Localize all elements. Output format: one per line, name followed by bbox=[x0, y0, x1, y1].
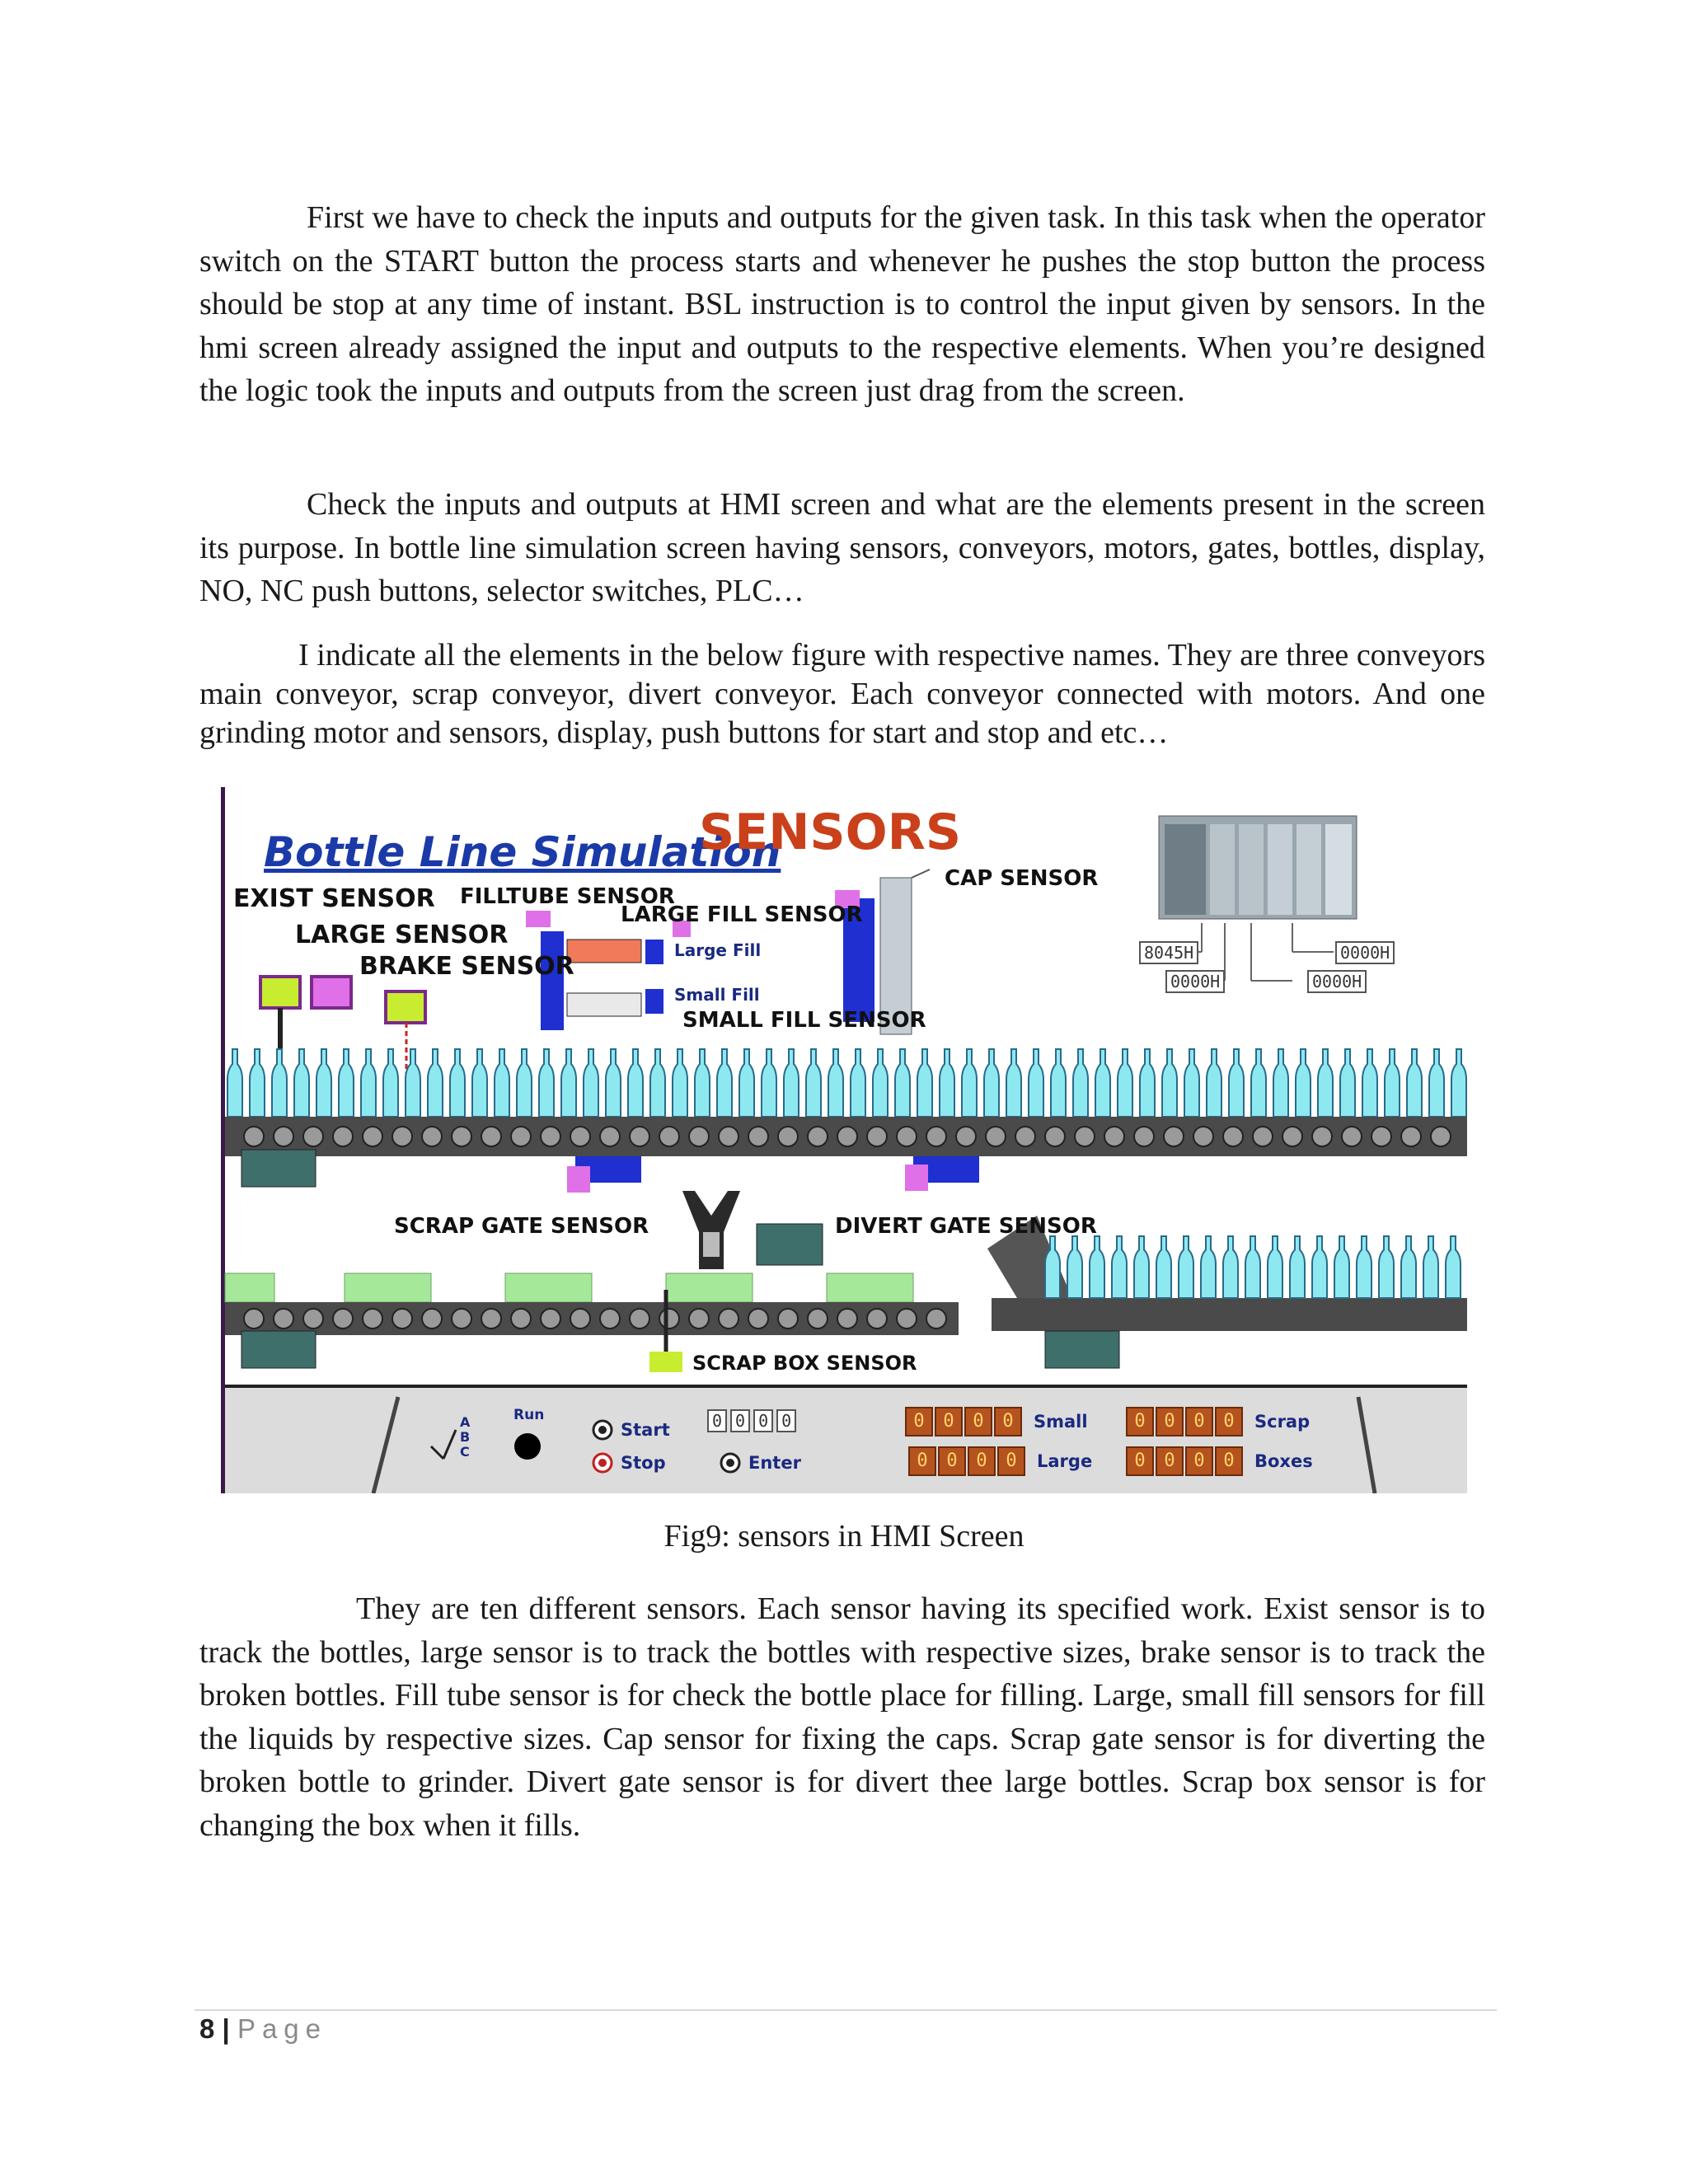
roller-icon bbox=[630, 1309, 649, 1329]
bottle-icon bbox=[717, 1049, 732, 1117]
plc-value-4: 0000H bbox=[1307, 970, 1367, 993]
roller-icon bbox=[244, 1127, 264, 1146]
bottle-icon bbox=[1223, 1236, 1238, 1298]
roller-icon bbox=[986, 1127, 1006, 1146]
roller-icon bbox=[1312, 1127, 1332, 1146]
bottle-icon bbox=[1451, 1049, 1466, 1117]
roller-icon bbox=[867, 1127, 887, 1146]
counter-digit: 0 bbox=[935, 1407, 963, 1436]
bottle-icon bbox=[1379, 1236, 1394, 1298]
roller-icon bbox=[392, 1127, 412, 1146]
counter-digit: 0 bbox=[968, 1446, 996, 1476]
roller-icon bbox=[422, 1309, 442, 1329]
label-large-fill-sensor: LARGE FILL SENSOR bbox=[621, 902, 863, 927]
roller-icon bbox=[600, 1309, 620, 1329]
label-divert-gate-sensor: DIVERT GATE SENSOR bbox=[835, 1214, 1097, 1239]
bottle-icon bbox=[1318, 1049, 1333, 1117]
bottle-icon bbox=[472, 1049, 487, 1117]
counter-digit: 0 bbox=[997, 1446, 1025, 1476]
bottle-icon bbox=[962, 1049, 977, 1117]
counter-digit: 0 bbox=[938, 1446, 966, 1476]
roller-icon bbox=[274, 1127, 293, 1146]
roller-icon bbox=[452, 1309, 471, 1329]
roller-icon bbox=[570, 1127, 590, 1146]
roller-icon bbox=[481, 1127, 501, 1146]
counter-digit: 0 bbox=[1156, 1407, 1184, 1436]
roller-icon bbox=[1431, 1127, 1451, 1146]
roller-icon bbox=[1015, 1127, 1035, 1146]
plc-value-1: 8045H bbox=[1139, 941, 1198, 964]
bottle-icon bbox=[1229, 1049, 1244, 1117]
bottle-icon bbox=[1423, 1236, 1438, 1298]
bottle-icon bbox=[561, 1049, 576, 1117]
roller-icon bbox=[778, 1127, 798, 1146]
roller-icon bbox=[689, 1309, 709, 1329]
roller-icon bbox=[333, 1127, 353, 1146]
roller-icon bbox=[1193, 1127, 1213, 1146]
roller-icon bbox=[837, 1127, 857, 1146]
bottle-icon bbox=[851, 1049, 865, 1117]
figure-title: Bottle Line Simulation bbox=[264, 828, 781, 876]
roller-icon bbox=[956, 1127, 976, 1146]
bottle-icon bbox=[539, 1049, 554, 1117]
boxes-counter bbox=[1126, 1446, 1313, 1476]
roller-icon bbox=[837, 1309, 857, 1329]
bottle-icon bbox=[361, 1049, 376, 1117]
roller-icon bbox=[719, 1309, 738, 1329]
bottle-icon bbox=[584, 1049, 598, 1117]
roller-icon bbox=[541, 1309, 560, 1329]
paragraph-2: Check the inputs and outputs at HMI screen and what are the elements present in the screen its purpose. In bottle line simulation screen having sensors, conveyors, motors, gates, bottles, display, NO, NC push buttons, selector switches, PLC… bbox=[199, 487, 1485, 608]
stop-button[interactable]: Stop bbox=[621, 1453, 666, 1473]
bottle-icon bbox=[1245, 1236, 1260, 1298]
roller-icon bbox=[630, 1127, 649, 1146]
label-scrap-box-sensor: SCRAP BOX SENSOR bbox=[692, 1352, 917, 1375]
bottle-icon bbox=[1251, 1049, 1266, 1117]
bottle-icon bbox=[1334, 1236, 1349, 1298]
roller-icon bbox=[926, 1309, 946, 1329]
roller-icon bbox=[363, 1309, 382, 1329]
label-scrap-gate-sensor: SCRAP GATE SENSOR bbox=[394, 1214, 649, 1239]
page-word: Page bbox=[237, 2013, 328, 2044]
paragraph-4: They are ten different sensors. Each sensor having its specified work. Exist sensor is to track the bottles, large sensor is to track the bottles with respective sizes, brake sensor is to track the broken bottles. Fill tube sensor is for check the bottle place for filling. Large, small fill sensors for fill the liquids by respective sizes. Cap sensor for fixing the caps. Scrap gate sensor is for diverting the broken bottle to grinder. Divert gate sensor is for divert thee large bottles. Scrap box sensor is for changing the box when it fills. bbox=[199, 1591, 1485, 1843]
thumbwheel[interactable] bbox=[707, 1409, 796, 1432]
roller-icon bbox=[1253, 1127, 1273, 1146]
bottle-icon bbox=[294, 1049, 309, 1117]
bottle-icon bbox=[1273, 1049, 1288, 1117]
counter-digit: 0 bbox=[1126, 1407, 1154, 1436]
roller-icon bbox=[1164, 1127, 1184, 1146]
bottle-icon bbox=[1029, 1049, 1043, 1117]
bottle-icon bbox=[1312, 1236, 1327, 1298]
thumbwheel-digit[interactable]: 0 bbox=[730, 1409, 750, 1432]
roller-icon bbox=[1372, 1127, 1391, 1146]
roller-icon bbox=[541, 1127, 560, 1146]
bottle-icon bbox=[1162, 1049, 1177, 1117]
counter-digit: 0 bbox=[1185, 1446, 1213, 1476]
bottle-icon bbox=[940, 1049, 954, 1117]
roller-icon bbox=[333, 1309, 353, 1329]
plc-value-3: 0000H bbox=[1335, 941, 1395, 964]
bottle-icon bbox=[1340, 1049, 1355, 1117]
roller-icon bbox=[659, 1309, 679, 1329]
bottle-icon bbox=[1362, 1049, 1377, 1117]
run-label: Run bbox=[513, 1407, 545, 1423]
roller-icon bbox=[422, 1127, 442, 1146]
counter-digit: 0 bbox=[1185, 1407, 1213, 1436]
bottle-icon bbox=[1201, 1236, 1216, 1298]
roller-icon bbox=[1223, 1127, 1243, 1146]
bottle-icon bbox=[1268, 1236, 1282, 1298]
boxes-label: Boxes bbox=[1254, 1451, 1313, 1471]
selector-a: A bbox=[460, 1414, 471, 1430]
bottle-icon bbox=[1296, 1049, 1311, 1117]
roller-icon bbox=[778, 1309, 798, 1329]
bottle-icon bbox=[1207, 1049, 1221, 1117]
scrap-label: Scrap bbox=[1254, 1412, 1311, 1432]
roller-icon bbox=[452, 1127, 471, 1146]
page-separator: | bbox=[222, 2013, 230, 2044]
selector-b: B bbox=[460, 1429, 471, 1445]
bottle-icon bbox=[762, 1049, 776, 1117]
paragraph-1: First we have to check the inputs and outputs for the given task. In this task when the operator switch on the START button the process starts and whenever he pushes the stop button the process should be stop at any time of instant. BSL instruction is to control the input given by sensors. In the hmi screen already assigned the input and outputs to the respective elements. When you’re designed the logic took the inputs and outputs from the screen just drag from the screen. bbox=[199, 200, 1485, 408]
paragraph-3: I indicate all the elements in the below figure with respective names. They are three conveyors main conveyor, scrap conveyor, divert conveyor. Each conveyor connected with motors. And one grinding motor and sensors, display, push buttons for start and stop and etc… bbox=[199, 638, 1485, 750]
bottle-icon bbox=[673, 1049, 687, 1117]
bottle-icon bbox=[1006, 1049, 1021, 1117]
large-label: Large bbox=[1037, 1451, 1093, 1471]
thumbwheel-digit[interactable]: 0 bbox=[707, 1409, 727, 1432]
bottle-icon bbox=[895, 1049, 910, 1117]
bottle-icon bbox=[1290, 1236, 1305, 1298]
counter-digit: 0 bbox=[964, 1407, 992, 1436]
bottles-top-row bbox=[227, 1049, 1466, 1117]
roller-icon bbox=[1075, 1127, 1095, 1146]
label-brake-sensor: BRAKE SENSOR bbox=[359, 952, 574, 981]
roller-icon bbox=[1282, 1127, 1302, 1146]
roller-icon bbox=[719, 1127, 738, 1146]
roller-icon bbox=[897, 1127, 917, 1146]
bottle-icon bbox=[406, 1049, 420, 1117]
small-counter bbox=[905, 1407, 1088, 1436]
bottle-icon bbox=[450, 1049, 465, 1117]
thumbwheel-digit[interactable]: 0 bbox=[753, 1409, 773, 1432]
bottle-icon bbox=[984, 1049, 999, 1117]
large-counter bbox=[908, 1446, 1092, 1476]
roller-icon bbox=[481, 1309, 501, 1329]
bottle-icon bbox=[1051, 1049, 1066, 1117]
bottle-icon bbox=[250, 1049, 265, 1117]
selector-c: C bbox=[460, 1444, 470, 1460]
hmi-figure bbox=[221, 787, 1467, 1493]
bottle-icon bbox=[495, 1049, 509, 1117]
counter-digit: 0 bbox=[1215, 1407, 1243, 1436]
bottle-icon bbox=[1357, 1236, 1372, 1298]
bottle-icon bbox=[695, 1049, 710, 1117]
bottle-icon bbox=[1179, 1236, 1193, 1298]
roller-icon bbox=[511, 1309, 531, 1329]
roller-icon bbox=[659, 1127, 679, 1146]
bottle-icon bbox=[339, 1049, 354, 1117]
bottle-icon bbox=[1067, 1236, 1082, 1298]
bottle-icon bbox=[1446, 1236, 1461, 1298]
bottle-icon bbox=[1385, 1049, 1400, 1117]
bottle-icon bbox=[1429, 1049, 1444, 1117]
roller-icon bbox=[303, 1127, 323, 1146]
bottle-icon bbox=[316, 1049, 331, 1117]
bottle-icon bbox=[606, 1049, 621, 1117]
bottle-icon bbox=[1095, 1049, 1110, 1117]
roller-icon bbox=[274, 1309, 293, 1329]
roller-icon bbox=[867, 1309, 887, 1329]
roller-icon bbox=[689, 1127, 709, 1146]
page-number: 8 bbox=[199, 2013, 215, 2044]
bottle-icon bbox=[428, 1049, 443, 1117]
thumbwheel-digit[interactable]: 0 bbox=[776, 1409, 796, 1432]
roller-icon bbox=[808, 1127, 828, 1146]
bottle-icon bbox=[1184, 1049, 1199, 1117]
plc-value-2: 0000H bbox=[1165, 970, 1225, 993]
bottle-icon bbox=[650, 1049, 665, 1117]
roller-icon bbox=[897, 1309, 917, 1329]
label-small-fill-tag: Small Fill bbox=[674, 985, 760, 1005]
figure-caption: Fig9: sensors in HMI Screen bbox=[663, 1519, 1025, 1554]
counter-digit: 0 bbox=[1126, 1446, 1154, 1476]
counter-digit: 0 bbox=[1156, 1446, 1184, 1476]
bottle-icon bbox=[1134, 1236, 1149, 1298]
bottle-icon bbox=[383, 1049, 398, 1117]
bottle-icon bbox=[806, 1049, 821, 1117]
enter-button[interactable]: Enter bbox=[748, 1453, 801, 1473]
label-exist-sensor: EXIST SENSOR bbox=[233, 884, 435, 913]
bottle-icon bbox=[1401, 1236, 1416, 1298]
counter-digit: 0 bbox=[994, 1407, 1022, 1436]
roller-icon bbox=[1342, 1127, 1362, 1146]
label-large-sensor: LARGE SENSOR bbox=[295, 921, 509, 949]
counter-digit: 0 bbox=[908, 1446, 936, 1476]
bottle-icon bbox=[517, 1049, 532, 1117]
bottle-icon bbox=[739, 1049, 754, 1117]
roller-icon bbox=[392, 1309, 412, 1329]
bottle-icon bbox=[1112, 1236, 1127, 1298]
selector-abc[interactable] bbox=[460, 1415, 470, 1460]
start-button[interactable]: Start bbox=[621, 1420, 670, 1440]
figure-heading: SENSORS bbox=[699, 804, 962, 861]
bottle-icon bbox=[1156, 1236, 1171, 1298]
bottle-icon bbox=[227, 1049, 242, 1117]
roller-icon bbox=[1045, 1127, 1065, 1146]
footer-rule bbox=[195, 2009, 1497, 2011]
bottle-icon bbox=[1140, 1049, 1155, 1117]
bottle-icon bbox=[1407, 1049, 1422, 1117]
page-footer bbox=[199, 2013, 327, 2045]
roller-icon bbox=[511, 1127, 531, 1146]
label-cap-sensor: CAP SENSOR bbox=[945, 866, 1099, 891]
small-label: Small bbox=[1034, 1412, 1088, 1432]
roller-icon bbox=[926, 1127, 946, 1146]
bottle-icon bbox=[1073, 1049, 1088, 1117]
roller-icon bbox=[1134, 1127, 1154, 1146]
roller-icon bbox=[363, 1127, 382, 1146]
bottle-icon bbox=[917, 1049, 932, 1117]
roller-icon bbox=[808, 1309, 828, 1329]
scrap-counter bbox=[1126, 1407, 1310, 1436]
roller-icon bbox=[1401, 1127, 1421, 1146]
roller-icon bbox=[600, 1127, 620, 1146]
roller-icon bbox=[1104, 1127, 1124, 1146]
bottle-icon bbox=[1118, 1049, 1132, 1117]
label-filltube-sensor: FILLTUBE SENSOR bbox=[460, 884, 675, 909]
label-large-fill-tag: Large Fill bbox=[674, 940, 762, 960]
roller-icon bbox=[570, 1309, 590, 1329]
bottle-icon bbox=[628, 1049, 643, 1117]
roller-icon bbox=[303, 1309, 323, 1329]
bottle-icon bbox=[1090, 1236, 1104, 1298]
counter-digit: 0 bbox=[905, 1407, 933, 1436]
bottle-icon bbox=[784, 1049, 799, 1117]
bottle-icon bbox=[828, 1049, 843, 1117]
roller-icon bbox=[244, 1309, 264, 1329]
bottle-icon bbox=[272, 1049, 287, 1117]
bottle-icon bbox=[873, 1049, 888, 1117]
roller-icon bbox=[748, 1309, 768, 1329]
roller-icon bbox=[748, 1127, 768, 1146]
counter-digit: 0 bbox=[1215, 1446, 1243, 1476]
label-small-fill-sensor: SMALL FILL SENSOR bbox=[682, 1008, 926, 1033]
